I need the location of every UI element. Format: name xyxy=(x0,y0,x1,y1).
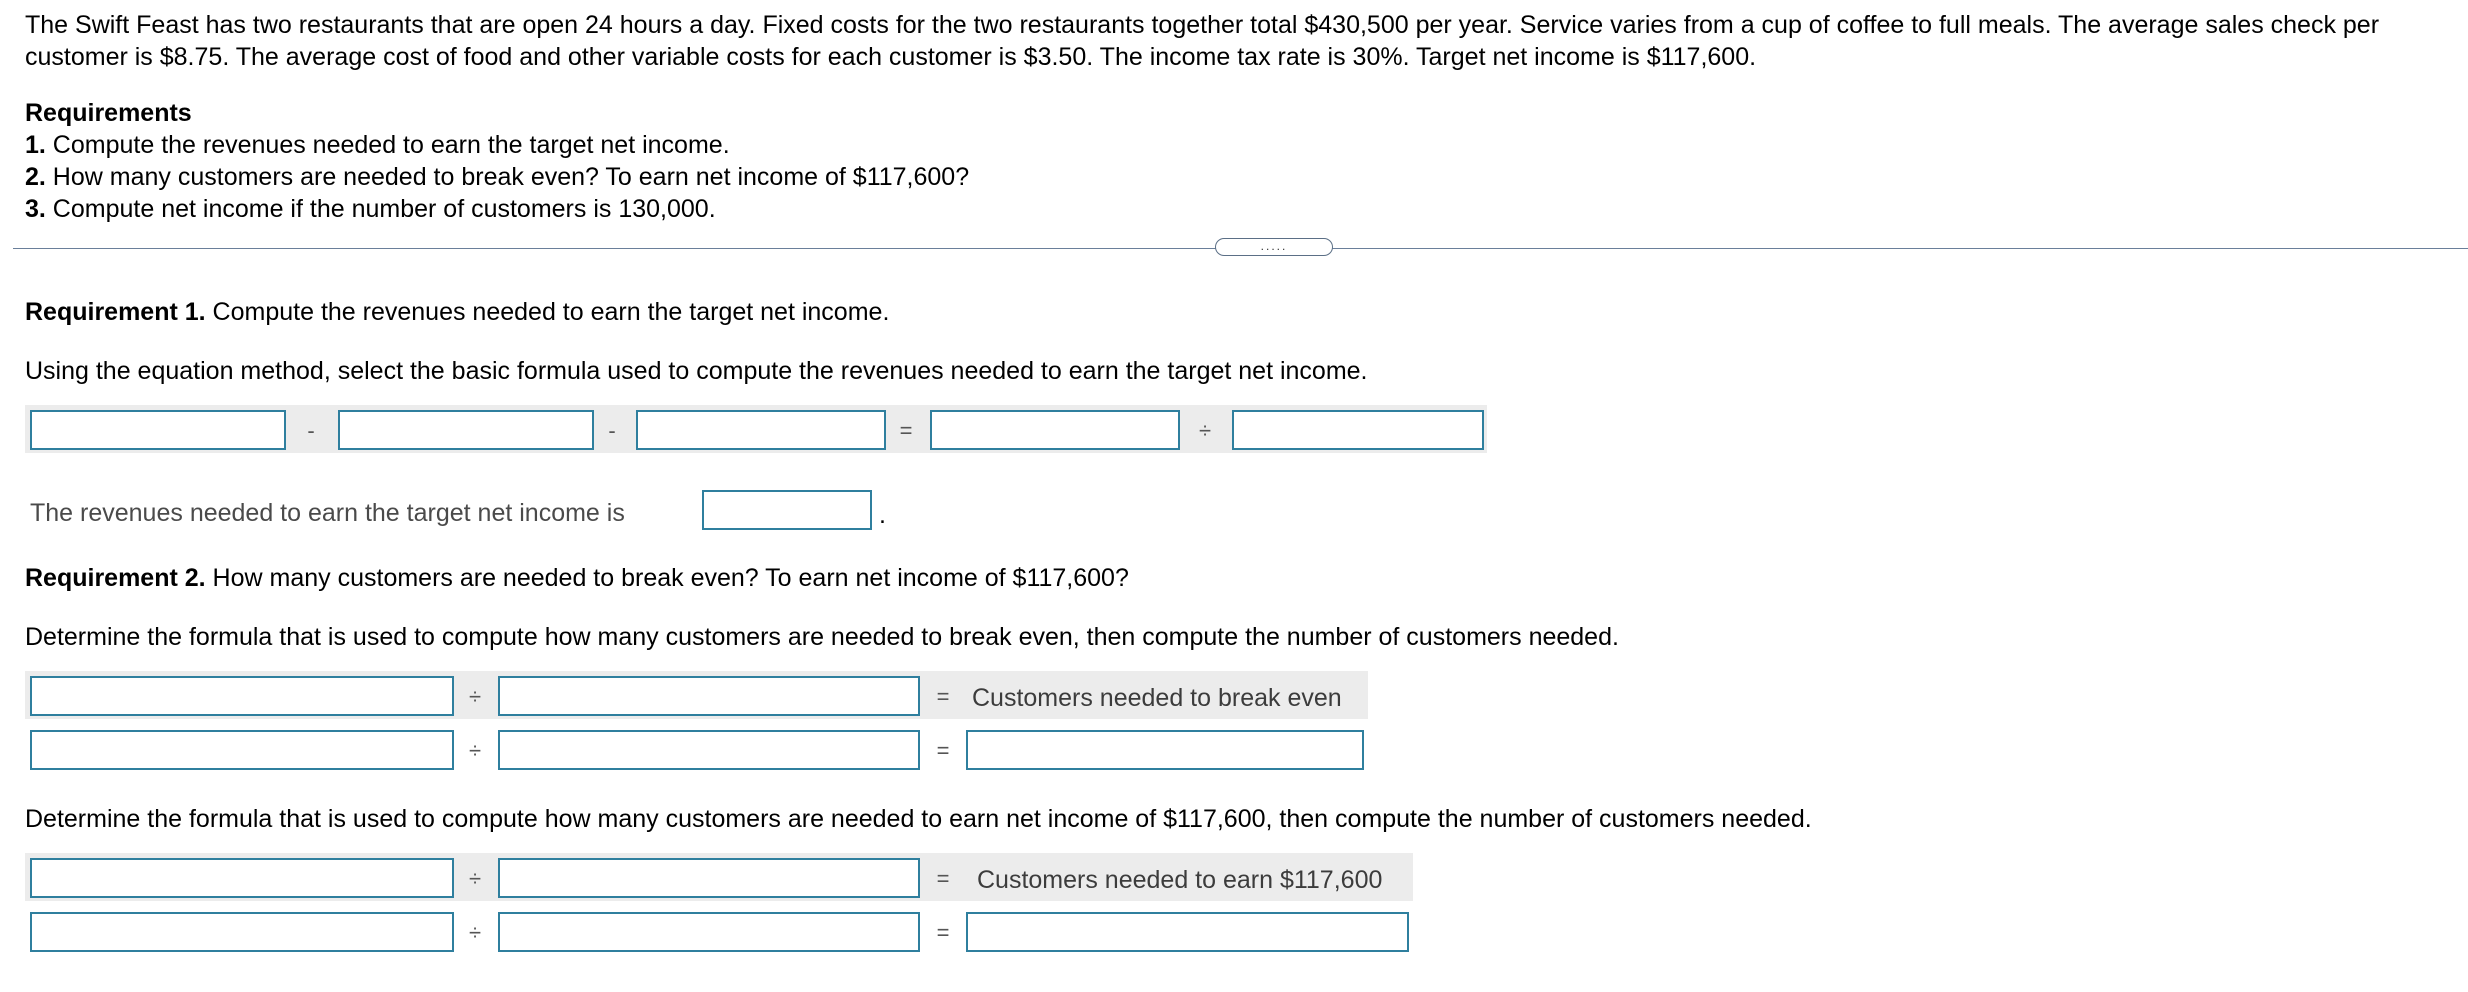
target-formula-input-1[interactable] xyxy=(30,858,454,898)
problem-line-1: The Swift Feast has two restaurants that are open 24 hours a day. Fixed costs for the two restaurants together total $430,500 per year. Service varies from a cup of coffee to full meals. The average sales check per xyxy=(25,11,2380,39)
target-compute-input-2[interactable] xyxy=(498,912,920,952)
req1-answer-suffix: . xyxy=(879,501,886,529)
breakeven-result-label: Customers needed to break even xyxy=(972,684,1342,712)
target-result-label: Customers needed to earn $117,600 xyxy=(977,866,1383,894)
req1-instruction: Using the equation method, select the basic formula used to compute the revenues needed to earn the target net income. xyxy=(25,357,1368,385)
req1-formula-input-5[interactable] xyxy=(1232,410,1484,450)
requirements-heading: Requirements xyxy=(25,99,192,127)
divider-expand-handle[interactable]: ..... xyxy=(1215,238,1333,256)
problem-statement xyxy=(25,9,2468,73)
breakeven-compute-op-equals: = xyxy=(936,738,950,763)
target-customers-answer-input[interactable] xyxy=(966,912,1409,952)
problem-line-2: customer is $8.75. The average cost of food and other variable costs for each customer is $3.50. The income tax rate is 30%. Target net income is $117,600. xyxy=(25,43,1757,71)
breakeven-compute-input-2[interactable] xyxy=(498,730,920,770)
target-op-equals: = xyxy=(936,866,950,891)
breakeven-formula-input-2[interactable] xyxy=(498,676,920,716)
req1-formula-input-1[interactable] xyxy=(30,410,286,450)
req1-revenue-answer-input[interactable] xyxy=(702,490,872,530)
requirement-item-3: 3. Compute net income if the number of customers is 130,000. xyxy=(25,195,716,223)
target-compute-op-divide: ÷ xyxy=(468,920,482,945)
req1-op-minus-2: - xyxy=(608,418,616,443)
req2-target-instruction: Determine the formula that is used to compute how many customers are needed to earn net income of $117,600, then compute the number of customers needed. xyxy=(25,805,1812,833)
req1-formula-input-4[interactable] xyxy=(930,410,1180,450)
target-compute-op-equals: = xyxy=(936,920,950,945)
breakeven-formula-input-1[interactable] xyxy=(30,676,454,716)
target-compute-input-1[interactable] xyxy=(30,912,454,952)
breakeven-op-divide: ÷ xyxy=(468,684,482,709)
target-op-divide: ÷ xyxy=(468,866,482,891)
req1-heading: Requirement 1. Compute the revenues needed to earn the target net income. xyxy=(25,298,890,326)
req1-formula-input-3[interactable] xyxy=(636,410,886,450)
requirement-item-2: 2. How many customers are needed to break even? To earn net income of $117,600? xyxy=(25,163,970,191)
req1-answer-prefix: The revenues needed to earn the target net income is xyxy=(30,499,625,527)
requirement-item-1: 1. Compute the revenues needed to earn the target net income. xyxy=(25,131,730,159)
breakeven-compute-op-divide: ÷ xyxy=(468,738,482,763)
requirements-list xyxy=(25,97,969,225)
req1-formula-input-2[interactable] xyxy=(338,410,594,450)
req1-op-minus-1: - xyxy=(307,418,315,443)
req1-op-divide: ÷ xyxy=(1198,418,1212,443)
req2-breakeven-instruction: Determine the formula that is used to compute how many customers are needed to break even, then compute the number of customers needed. xyxy=(25,623,1619,651)
breakeven-compute-input-1[interactable] xyxy=(30,730,454,770)
req1-op-equals: = xyxy=(899,418,913,443)
breakeven-op-equals: = xyxy=(936,684,950,709)
target-formula-input-2[interactable] xyxy=(498,858,920,898)
req2-heading: Requirement 2. How many customers are needed to break even? To earn net income of $117,600? xyxy=(25,564,1129,592)
breakeven-customers-answer-input[interactable] xyxy=(966,730,1364,770)
